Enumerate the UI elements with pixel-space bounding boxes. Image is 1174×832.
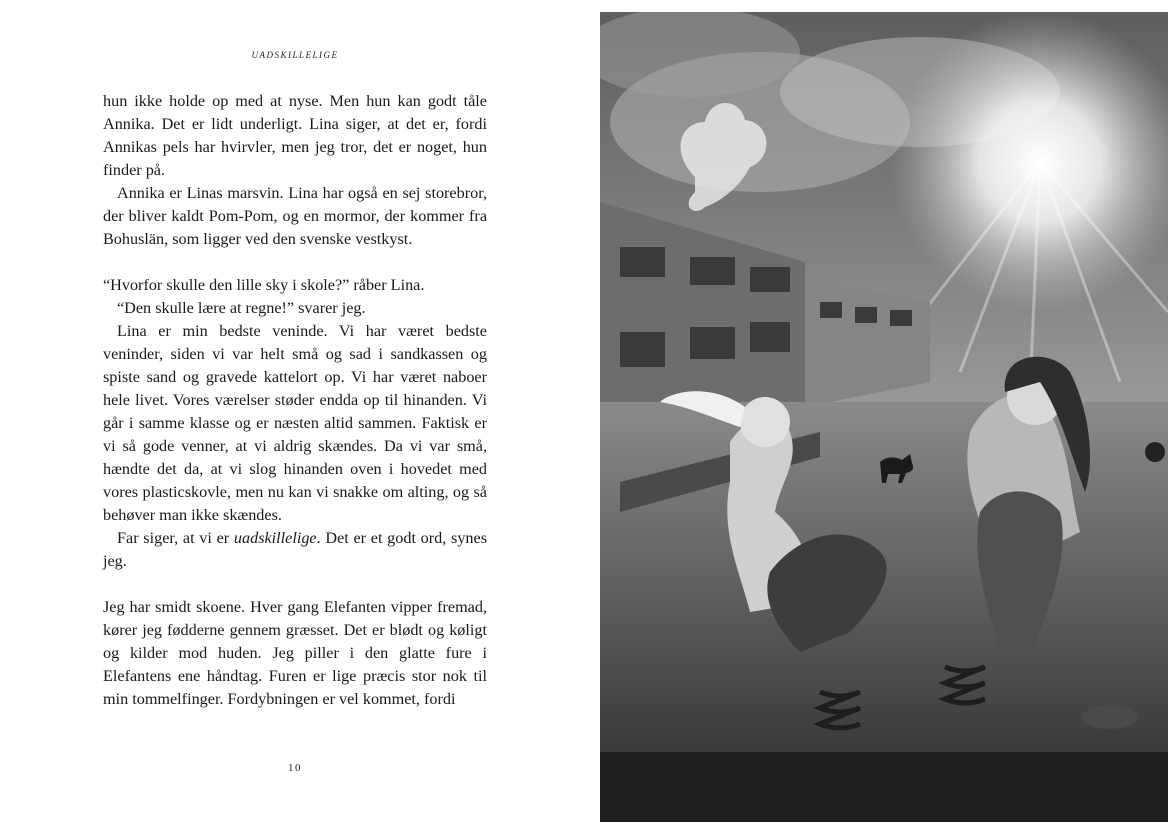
paragraph-2: Annika er Linas marsvin. Lina har også en sej storebror, der bliver kaldt Pom-Pom, og en mormor, der kommer fra Bohuslän, som ligger ved den svenske vestkyst. (103, 184, 487, 248)
paragraph-6 (103, 527, 487, 573)
emphasis-word: uadskillelige (233, 529, 317, 547)
paragraph-3: “Hvorfor skulle den lille sky i skole?” råber Lina. (103, 276, 425, 294)
paragraph-4: “Den skulle lære at regne!” svarer jeg. (117, 299, 366, 317)
ball (1145, 442, 1165, 462)
paragraph-6-end: . Det er et godt ord, synes jeg. (103, 529, 487, 570)
shoe (1082, 705, 1138, 729)
running-header: UADSKILLELIGE (251, 50, 339, 60)
body-text (103, 90, 487, 711)
paragraph-5: Lina er min bedste veninde. Vi har været bedste veninder, siden vi var helt små og sad i sandkassen og spiste sand og gravede kattelort op. Vi har været naboer hele livet. Vores værelser støder endda op til hinanden. Vi går i samme klasse og er næsten altid sammen. Faktisk er vi så gode venner, at vi aldrig skændes. Da vi var små, hændte det da, at vi slog hinanden oven i hovedet med vores plasticskovle, men nu kan vi snakke om alting, og så behøver man ikke skændes. (103, 322, 487, 524)
paragraph-7: Jeg har smidt skoene. Hver gang Elefanten vipper fremad, kører jeg fødderne gennem græsset. Det er blødt og køligt og kilder mod huden. Jeg piller i den glatte fure i Elefantens ene håndtag. Furen er lige præcis stor nok til min tommelfinger. Fordybningen er vel kommet, fordi (103, 598, 487, 708)
girl-left-head (740, 397, 790, 447)
foreground-grass (600, 752, 1168, 822)
page-number: 10 (288, 762, 302, 774)
paragraph-1: hun ikke holde op med at nyse. Men hun kan godt tåle Annika. Det er lidt underligt. Lina siger, at det er, fordi Annikas pels har hvirvler, men jeg tror, det er noget, hun finder på. (103, 92, 487, 179)
illustration (600, 12, 1168, 822)
paragraph-6-start: Far siger, at vi er (117, 529, 234, 547)
